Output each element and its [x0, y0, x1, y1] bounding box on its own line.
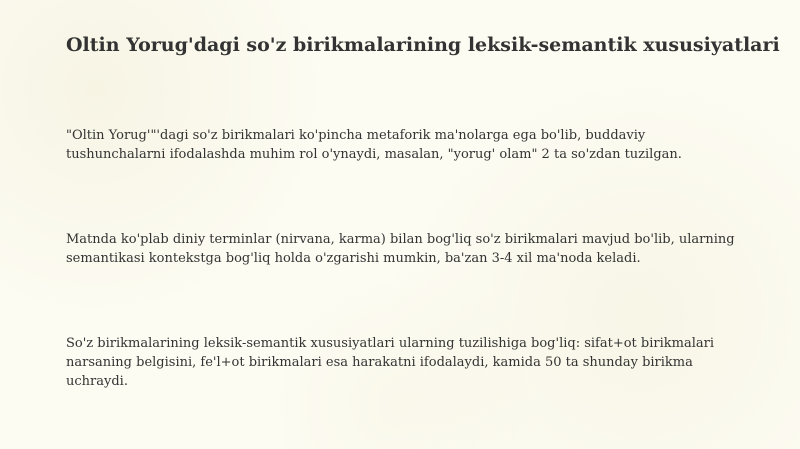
paragraph-3: So'z birikmalarining leksik-semantik xususiyatlari ularning tuzilishiga bog'liq: sifat+ot birikmalari narsaning belgisini, fe'l+ot birikmalari esa harakatni ifodalaydi, kamida 50 ta shunday birikma uchraydi.	[66, 336, 714, 389]
paragraph-1: "Oltin Yorug'"'dagi so'z birikmalari ko'pincha metaforik ma'nolarga ega bo'lib, buddaviy tushunchalarni ifodalashda muhim rol o'ynaydi, masalan, "yorug' olam" 2 ta so'zdan tuzilgan.	[66, 128, 682, 162]
paragraph-2: Matnda ko'plab diniy terminlar (nirvana, karma) bilan bog'liq so'z birikmalari mavjud bo'lib, ularning semantikasi kontekstga bog'liq holda o'zgarishi mumkin, ba'zan 3-4 xil ma'noda keladi.	[66, 232, 735, 266]
slide-title: Oltin Yorug'dagi so'z birikmalarining leksik-semantik xususiyatlari	[66, 34, 780, 56]
